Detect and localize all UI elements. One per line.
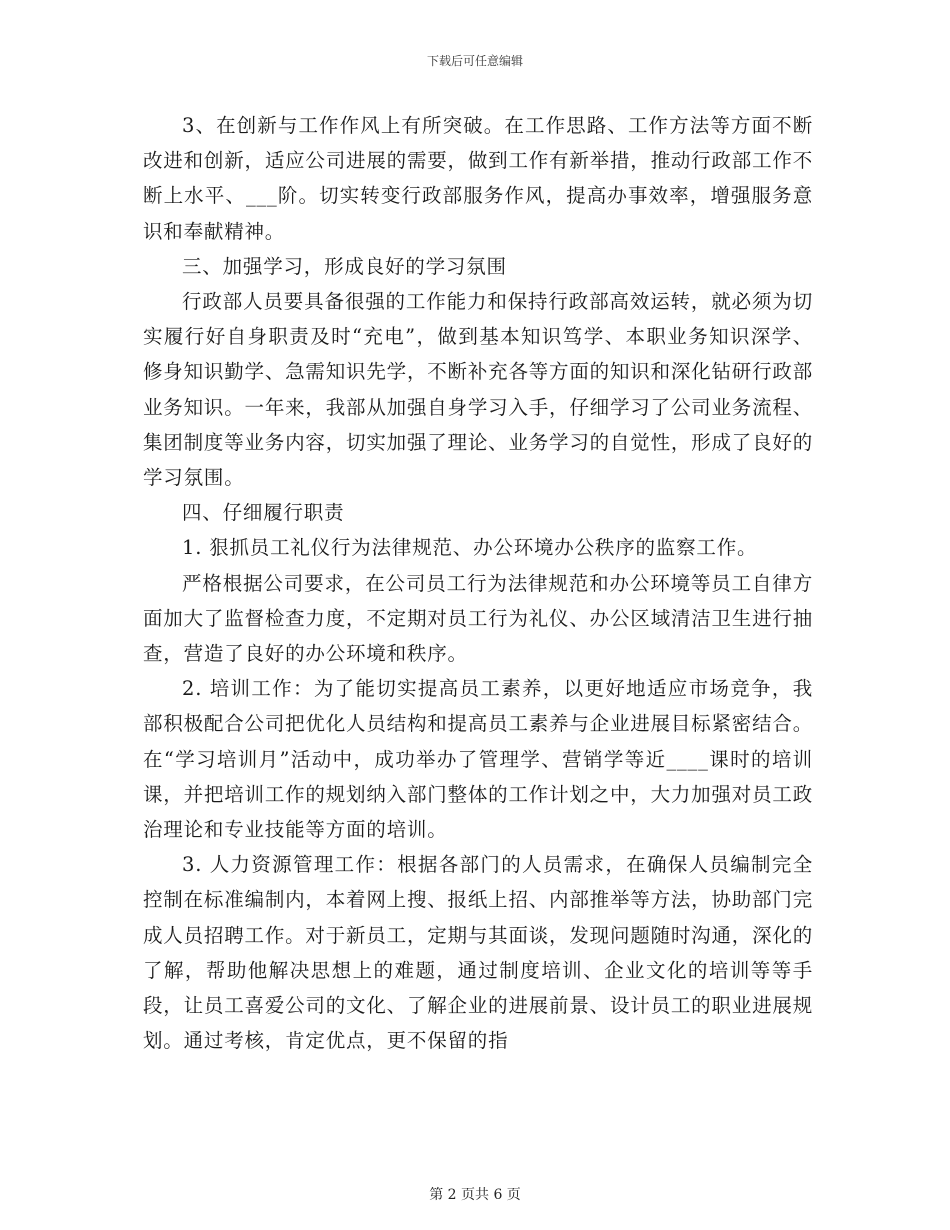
paragraph-innovation: 3、在创新与工作作风上有所突破。在工作思路、工作方法等方面不断改进和创新，适应公司进展的需要，做到工作有新举措，推动行政部工作不断上水平、___阶。切实转变行政部服务作风，提高办事效率，增强服务意识和奉献精神。 bbox=[143, 114, 813, 243]
page-number: 第 2 页共 6 页 bbox=[429, 1187, 521, 1203]
paragraph-training: 2. 培训工作：为了能切实提高员工素养，以更好地适应市场竞争，我部积极配合公司把优化人员结构和提高员工素养与企业进展目标紧密结合。在“学习培训月”活动中，成功举办了管理学、营销学等近____课时的培训课，并把培训工作的规划纳入部门整体的工作计划之中，大力加强对员工政治理论和专业技能等方面的培训。 bbox=[143, 677, 813, 842]
page-header: 下载后可任意编辑 bbox=[426, 54, 523, 68]
paragraph-etiquette-title: 1. 狠抓员工礼仪行为法律规范、办公环境办公秩序的监察工作。 bbox=[182, 536, 758, 560]
paragraph-hr: 3. 人力资源管理工作：根据各部门的人员需求，在确保人员编制完全控制在标准编制内，本着网上搜、报纸上招、内部推举等方法，协助部门完成人员招聘工作。对于新员工，定期与其面谈，发现问题随时沟通，深化的了解，帮助他解决思想上的难题，通过制度培训、企业文化的培训等等手段，让员工喜爱公司的文化、了解企业的进展前景、设计员工的职业进展规划。通过考核，肯定优点，更不保留的指 bbox=[143, 853, 813, 1053]
document-body bbox=[143, 108, 813, 1058]
paragraph-etiquette: 严格根据公司要求，在公司员工行为法律规范和办公环境等员工自律方面加大了监督检查力度，不定期对员工行为礼仪、办公区域清洁卫生进行抽查，营造了良好的办公环境和秩序。 bbox=[143, 571, 813, 666]
section-heading-duties: 四、仔细履行职责 bbox=[182, 501, 345, 525]
section-heading-learning: 三、加强学习，形成良好的学习氛围 bbox=[182, 254, 507, 278]
paragraph-learning: 行政部人员要具备很强的工作能力和保持行政部高效运转，就必须为切实履行好自身职责及时“充电”，做到基本知识笃学、本职业务知识深学、修身知识勤学、急需知识先学，不断补充各等方面的知识和深化钻研行政部业务知识。一年来，我部从加强自身学习入手，仔细学习了公司业务流程、集团制度等业务内容，切实加强了理论、业务学习的自觉性，形成了良好的学习氛围。 bbox=[143, 290, 813, 490]
